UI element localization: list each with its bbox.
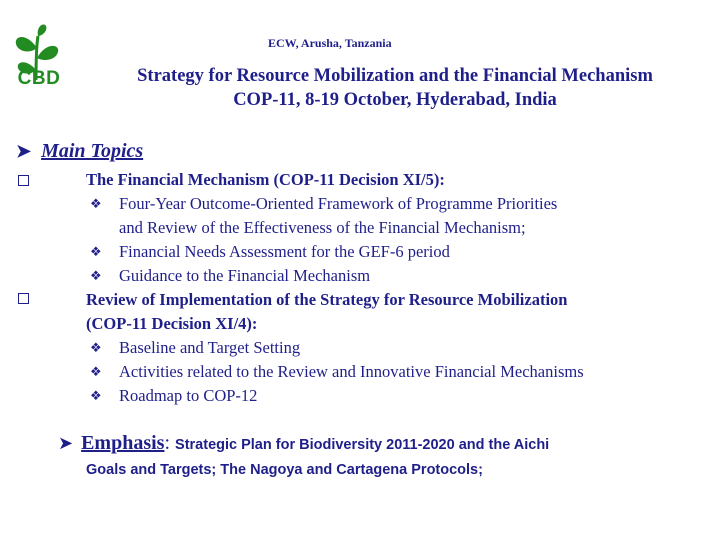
page-title xyxy=(70,64,720,112)
emphasis-text-2: Goals and Targets; The Nagoya and Cartagena Protocols; xyxy=(86,462,483,478)
checkbox-bullet-icon xyxy=(18,293,29,304)
main-topics-heading xyxy=(16,140,143,163)
title-line-1: Strategy for Resource Mobilization and the Financial Mechanism xyxy=(137,66,653,86)
list-item: Financial Needs Assessment for the GEF-6 period xyxy=(119,242,450,261)
emphasis-line xyxy=(58,432,549,455)
section-2-heading-cont: (COP-11 Decision XI/4): xyxy=(86,314,258,333)
list-item: Baseline and Target Setting xyxy=(119,338,301,357)
diamond-bullet-icon: ❖ xyxy=(90,340,102,355)
main-topics-label: Main Topics xyxy=(41,140,144,162)
logo-text: CBD xyxy=(17,68,61,89)
diamond-bullet-icon: ❖ xyxy=(90,244,102,259)
diamond-bullet-icon: ❖ xyxy=(90,196,102,211)
checkbox-bullet-icon xyxy=(18,175,29,186)
list-item: Activities related to the Review and Innovative Financial Mechanisms xyxy=(119,362,584,381)
arrow-bullet-icon: ➤ xyxy=(58,433,74,453)
diamond-bullet-icon: ❖ xyxy=(90,388,102,403)
list-item: Roadmap to COP-12 xyxy=(119,386,258,405)
list-item: and Review of the Effectiveness of the Financial Mechanism; xyxy=(119,218,526,237)
section-1-heading: The Financial Mechanism (COP-11 Decision XI/5): xyxy=(86,170,445,189)
emphasis-label: Emphasis xyxy=(81,432,165,454)
emphasis-text-1: Strategic Plan for Biodiversity 2011-2020 and the Aichi xyxy=(175,437,550,453)
diamond-bullet-icon: ❖ xyxy=(90,364,102,379)
list-item: Four-Year Outcome-Oriented Framework of Programme Priorities xyxy=(119,194,558,213)
location-header: ECW, Arusha, Tanzania xyxy=(268,36,392,50)
list-item: Guidance to the Financial Mechanism xyxy=(119,266,371,285)
arrow-bullet-icon: ➤ xyxy=(16,141,32,161)
section-2-heading: Review of Implementation of the Strategy for Resource Mobilization xyxy=(86,290,568,309)
emphasis-colon: : xyxy=(164,432,171,454)
title-line-2: COP-11, 8-19 October, Hyderabad, India xyxy=(233,90,557,110)
diamond-bullet-icon: ❖ xyxy=(90,268,102,283)
